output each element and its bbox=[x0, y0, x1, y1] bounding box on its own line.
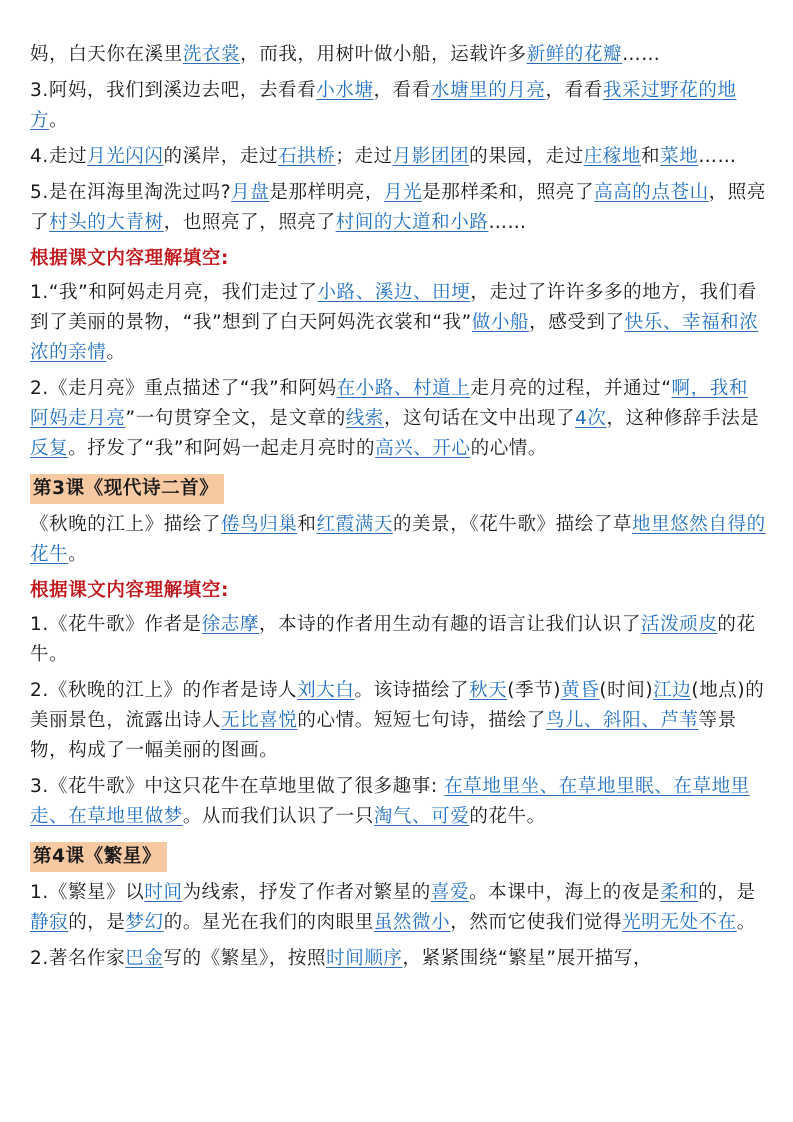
body-text: 的，是 bbox=[68, 912, 126, 933]
paragraph bbox=[30, 610, 767, 670]
body-text: 妈，白天你在溪里 bbox=[30, 44, 183, 65]
body-text: 2.《走月亮》重点描述了“我”和阿妈 bbox=[30, 378, 337, 399]
answer-text: 反复 bbox=[30, 438, 69, 459]
answer-text: 月影团团 bbox=[392, 146, 470, 167]
answer-text: 静寂 bbox=[30, 912, 69, 933]
body-text: 。 bbox=[49, 110, 69, 131]
body-text: 。本课中，海上的夜是 bbox=[469, 882, 661, 903]
body-text: ，本诗的作者用生动有趣的语言让我们认识了 bbox=[258, 614, 641, 635]
body-text: 。抒发了“我”和阿妈一起走月亮时的 bbox=[68, 438, 376, 459]
answer-text: 活泼顽皮 bbox=[640, 614, 718, 635]
answer-text: 红霞满天 bbox=[316, 514, 393, 535]
body-text: ，这句话在文中出现了 bbox=[384, 408, 576, 429]
answer-text: 倦鸟归巢 bbox=[221, 514, 298, 535]
answer-text: 喜爱 bbox=[430, 882, 470, 903]
answer-text: 淘气、可爱 bbox=[373, 806, 470, 827]
body-text: 是那样柔和，照亮了 bbox=[422, 182, 595, 203]
body-text: 是那样明亮， bbox=[269, 182, 384, 203]
answer-text: 地里悠然自得的花牛 bbox=[30, 514, 766, 565]
answer-text: 快乐、幸福和浓浓的亲情 bbox=[30, 312, 759, 363]
body-text: 的心情。短短七句诗，描绘了 bbox=[297, 710, 546, 731]
answer-text: 在小路、村道上 bbox=[336, 378, 471, 399]
answer-text: 月盘 bbox=[231, 182, 270, 203]
body-text: 5.是在洱海里淘洗过吗? bbox=[30, 182, 232, 203]
body-text: 的心情。 bbox=[470, 438, 547, 459]
answer-text: 月光闪闪 bbox=[87, 146, 164, 167]
body-text: 为线索，抒发了作者对繁星的 bbox=[182, 882, 431, 903]
answer-text: 洗衣裳 bbox=[182, 44, 241, 65]
body-text: 的。星光在我们的肉眼里 bbox=[163, 912, 374, 933]
body-text: ，照亮了 bbox=[30, 182, 767, 233]
lesson-heading-row bbox=[30, 838, 767, 878]
answer-text: 梦幻 bbox=[125, 912, 164, 933]
body-text: ，看看 bbox=[545, 80, 603, 101]
body-text: 《秋晚的江上》描绘了 bbox=[30, 514, 222, 535]
body-text: 3.阿妈，我们到溪边去吧，去看看 bbox=[30, 80, 317, 101]
lesson-heading: 第4课《繁星》 bbox=[30, 842, 167, 872]
body-text: 和 bbox=[641, 146, 661, 167]
body-text: 的美景，《花牛歌》描绘了草 bbox=[392, 514, 632, 535]
paragraph bbox=[30, 142, 767, 172]
answer-text: 村头的大青树 bbox=[49, 212, 164, 233]
body-text: …… bbox=[698, 146, 737, 167]
answer-text: 新鲜的花瓣 bbox=[526, 44, 623, 65]
body-text: 1.“我”和阿妈走月亮，我们走过了 bbox=[30, 282, 318, 303]
answer-text: 石拱桥 bbox=[278, 146, 336, 167]
answer-text: 做小船 bbox=[471, 312, 530, 333]
paragraph bbox=[30, 76, 767, 136]
body-text: ，紧紧围绕“繁星”展开描写， bbox=[402, 948, 653, 969]
body-text: 3.《花牛歌》中这只花牛在草地里做了很多趣事: bbox=[30, 776, 445, 797]
body-text: 。 bbox=[736, 912, 756, 933]
body-text: 1.《繁星》以 bbox=[30, 882, 145, 903]
paragraph bbox=[30, 944, 767, 974]
paragraph bbox=[30, 772, 767, 832]
answer-text: 巴金 bbox=[125, 948, 164, 969]
answer-text: 时间 bbox=[144, 882, 183, 903]
body-text: 2.《秋晚的江上》的作者是诗人 bbox=[30, 680, 298, 701]
answer-text: 柔和 bbox=[660, 882, 699, 903]
answer-text: 月光 bbox=[383, 182, 423, 203]
answer-text: 啊，我和阿妈走月亮 bbox=[30, 378, 748, 429]
body-text: 的花牛。 bbox=[469, 806, 546, 827]
body-text: 写的《繁星》，按照 bbox=[163, 948, 327, 969]
body-text: 的溪岸，走过 bbox=[163, 146, 279, 167]
answer-text: 黄昏 bbox=[561, 680, 600, 701]
body-text: 4.走过 bbox=[30, 146, 88, 167]
answer-text: 小路、溪边、田埂 bbox=[317, 282, 471, 303]
answer-text: 徐志摩 bbox=[201, 614, 259, 635]
section-prompt: 根据课文内容理解填空: bbox=[30, 580, 229, 601]
answer-text: 水塘里的月亮 bbox=[430, 80, 546, 101]
section-prompt: 根据课文内容理解填空: bbox=[30, 248, 229, 269]
answer-text: 虽然微小 bbox=[373, 912, 451, 933]
answer-text: 4次 bbox=[575, 408, 607, 429]
body-text: ，这种修辞手法是 bbox=[606, 408, 760, 429]
answer-text: 线索 bbox=[345, 408, 385, 429]
answer-text: 庄稼地 bbox=[583, 146, 642, 167]
body-text: ，也照亮了，照亮了 bbox=[163, 212, 336, 233]
answer-text: 秋天 bbox=[469, 680, 508, 701]
answer-text: 村间的大道和小路 bbox=[335, 212, 489, 233]
body-text: …… bbox=[488, 212, 527, 233]
body-text: ；走过 bbox=[335, 146, 393, 167]
answer-text: 光明无处不在 bbox=[622, 912, 737, 933]
body-text: 。 bbox=[106, 342, 126, 363]
body-text: ，然而它使我们觉得 bbox=[450, 912, 623, 933]
body-text: 等景物，构成了一幅美丽的图画。 bbox=[30, 710, 737, 761]
answer-text: 我采过野花的地方 bbox=[30, 80, 737, 131]
paragraph bbox=[30, 40, 767, 70]
answer-text: 高兴、开心 bbox=[375, 438, 471, 459]
answer-text: 在草地里坐、在草地里眠、在草地里走、在草地里做梦 bbox=[30, 776, 750, 827]
answer-text: 无比喜悦 bbox=[221, 710, 298, 731]
body-text: 和 bbox=[297, 514, 317, 535]
answer-text: 江边 bbox=[653, 680, 692, 701]
body-text: ，感受到了 bbox=[529, 312, 625, 333]
answer-text: 鸟儿、斜阳、芦苇 bbox=[545, 710, 699, 731]
lesson-heading: 第3课《现代诗二首》 bbox=[30, 474, 224, 504]
body-text: ，走过了许许多多的地方，我们看到了美丽的景物，“我”想到了白天阿妈洗衣裳和“我” bbox=[30, 282, 757, 333]
lesson-heading-row bbox=[30, 470, 767, 510]
body-text: (季节) bbox=[507, 680, 562, 701]
body-text: ”一句贯穿全文，是文章的 bbox=[125, 408, 346, 429]
body-text: 走月亮的过程，并通过“ bbox=[470, 378, 672, 399]
answer-text: 小水塘 bbox=[316, 80, 374, 101]
body-text: 。 bbox=[68, 544, 88, 565]
body-text: (地点)的美丽景色，流露出诗人 bbox=[30, 680, 765, 731]
body-text: 的花牛。 bbox=[30, 614, 756, 665]
body-text: ，看看 bbox=[373, 80, 431, 101]
paragraph bbox=[30, 278, 767, 368]
answer-text: 高高的点苍山 bbox=[594, 182, 709, 203]
paragraph bbox=[30, 510, 767, 570]
body-text: 。该诗描绘了 bbox=[354, 680, 470, 701]
body-text: 的果园，走过 bbox=[469, 146, 584, 167]
body-text: 。从而我们认识了一只 bbox=[182, 806, 374, 827]
paragraph bbox=[30, 178, 767, 238]
body-text: 的，是 bbox=[698, 882, 756, 903]
answer-text: 时间顺序 bbox=[326, 948, 403, 969]
paragraph bbox=[30, 676, 767, 766]
body-text: (时间) bbox=[599, 680, 654, 701]
answer-text: 刘大白 bbox=[297, 680, 355, 701]
paragraph bbox=[30, 374, 767, 464]
body-text: 1.《花牛歌》作者是 bbox=[30, 614, 202, 635]
answer-text: 菜地 bbox=[660, 146, 699, 167]
body-text: ，而我，用树叶做小船，运载许多 bbox=[240, 44, 527, 65]
body-text: 2.著名作家 bbox=[30, 948, 126, 969]
paragraph bbox=[30, 878, 767, 938]
body-text: …… bbox=[622, 44, 661, 65]
